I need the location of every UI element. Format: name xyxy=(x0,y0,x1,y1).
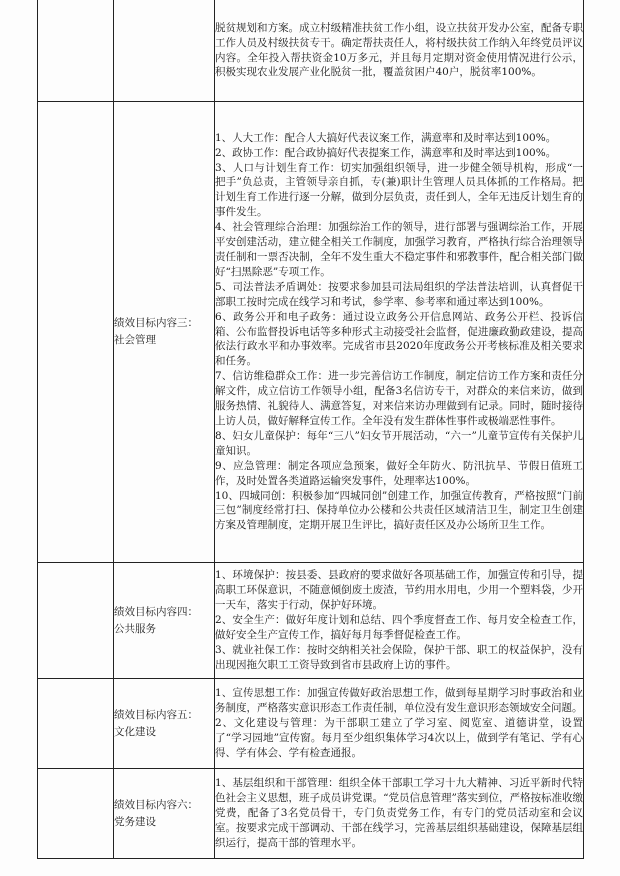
goal-label-cell: 绩效目标内容三： 社会管理 xyxy=(114,102,215,563)
content-paragraph: 1、宣传思想工作：加强宣传做好政治思想工作，做到每星期学习时事政治和业务制度，严格落实意识形态工作责任制，单位没有发生意识形态领域安全问题。 xyxy=(215,687,583,715)
content-paragraph: 1、环境保护：按县委、县政府的要求做好各项基础工作，加强宣传和引导，提高职工环保意识，不随意倾倒废土废渣，节约用水用电，少用一个塑料袋，少开一天车，落实于行动，保护好环境。 xyxy=(215,569,583,612)
goal-label-cell: 绩效目标内容五： 文化建设 xyxy=(114,679,215,769)
category-cell xyxy=(38,0,114,102)
content-paragraph: 6、政务公开和电子政务：通过设立政务公开信息网站、政务公开栏、投诉信箱、公布监督投诉电话等多种形式主动接受社会监督，促进廉政勤政建设，提高依法行政水平和办事效率。完成省市县2020年度政务公开考核标准及相关要求和任务。 xyxy=(215,310,583,368)
goal-content-cell xyxy=(215,679,584,769)
content-paragraph: 脱贫规划和方案。成立村级精准扶贫工作小组，设立扶贫开发办公室，配备专职工作人员及村级扶贫专干。确定帮扶责任人，将村级扶贫工作纳入年终党员评议内容。全年投入帮扶资金10万多元，并且每月定期对资金使用情况进行公示，积极实现农业发展产业化脱贫一批，覆盖贫困户40户，脱贫率100%。 xyxy=(215,21,583,79)
content-paragraph: 3、人口与计划生育工作：切实加强组织领导，进一步健全领导机构，形成“一把手”负总责，主管领导亲自抓，专(兼)职计生管理人员具体抓的工作格局。把计划生育工作进行逐一分解，做到分层负责，责任到人，全年无违反计划生育的事件发生。 xyxy=(215,161,583,219)
table-row xyxy=(38,679,584,769)
category-cell xyxy=(38,679,114,769)
category-cell xyxy=(38,102,114,563)
category-cell xyxy=(38,563,114,679)
table-row xyxy=(38,563,584,679)
content-paragraph: 8、妇女儿童保护：每年“三八”妇女节开展活动，“六一”儿童节宣传有关保护儿童知识。 xyxy=(215,429,583,457)
content-paragraph: 2、安全生产：做好年度计划和总结、四个季度督查工作、每月安全检查工作，做好安全生产宣传工作，搞好每月每季督促检查工作。 xyxy=(215,614,583,641)
content-paragraph: 2、文化建设与管理：为干部职工建立了学习室、阅览室、道德讲堂，设置了“学习园地”宣传窗。每月至少组织集体学习4次以上，做到学有笔记、学有心得、学有体会、学有检查通报。 xyxy=(215,717,583,759)
content-paragraph: 4、社会管理综合治理：加强综治工作的领导，进行部署与强调综治工作，开展平安创建活动，建立健全相关工作制度，加强学习教育，严格执行综合治理领导责任制和一票否决制，全年不发生重大不稳定事件和邪教事件，配合相关部门做好“扫黑除恶”专项工作。 xyxy=(215,221,583,278)
goal-content-cell xyxy=(215,102,584,563)
content-paragraph: 3、就业社保工作：按时交纳相关社会保险，保护干部、职工的权益保护，没有出现因拖欠职工工资导致到省市县政府上访的事件。 xyxy=(215,643,583,671)
goal-label-cell xyxy=(114,0,215,102)
content-paragraph: 1、基层组织和干部管理：组织全体干部职工学习十九大精神、习近平新时代特色社会主义思想，班子成员讲党课。“党员信息管理”落实到位，严格按标准收缴党费，配备了3名党员骨干，专门负责党务工作，有专门的党员活动室和会议室。按要求完成干部调动、干部在线学习，完善基层组织基础建设，保障基层组织运行，提高干部的管理水平。 xyxy=(215,777,583,849)
content-paragraph: 7、信访维稳群众工作：进一步完善信访工作制度，制定信访工作方案和责任分解文件，成立信访工作领导小组，配备3名信访专干，对群众的来信来访，做到服务热情、礼貌待人、满意答复，对来信来访办理做到有记录。同时，随时接待上访人员，做好解释宣传工作。全年没有发生群体性事件或极端恶性事件。 xyxy=(215,370,583,427)
content-paragraph: 2、政协工作：配合政协搞好代表提案工作，满意率和及时率达到100%。 xyxy=(215,146,557,159)
content-paragraph: 9、应急管理：制定各项应急预案，做好全年防火、防汛抗旱、节假日值班工作，及时处置各类道路运输突发事件，处理率达100%。 xyxy=(215,459,583,487)
content-paragraph: 10、四城同创：积极参加“四城同创”创建工作，加强宣传教育，严格按照“门前三包”制度经常打扫、保持单位办公楼和公共责任区域清洁卫生，制定卫生创建方案及管理制度，定期开展卫生评比，搞好责任区及办公场所卫生工作。 xyxy=(215,489,583,532)
table-row xyxy=(38,0,584,102)
content-paragraph: 1、人大工作：配合人大搞好代表议案工作，满意率和及时率达到100%。 xyxy=(215,131,557,144)
table-row xyxy=(38,769,584,859)
goal-content-cell xyxy=(215,563,584,679)
goal-content-cell xyxy=(215,0,584,102)
table-row xyxy=(38,102,584,563)
performance-goals-table xyxy=(37,0,584,859)
goal-content-cell xyxy=(215,769,584,859)
goal-label-cell: 绩效目标内容四： 公共服务 xyxy=(114,563,215,679)
content-paragraph: 5、司法普法矛盾调处：按要求参加县司法局组织的学法普法培训，认真督促干部职工按时完成在线学习和考试，参学率、参考率和通过率达到100%。 xyxy=(215,280,583,308)
category-cell xyxy=(38,769,114,859)
goal-label-cell: 绩效目标内容六： 党务建设 xyxy=(114,769,215,859)
